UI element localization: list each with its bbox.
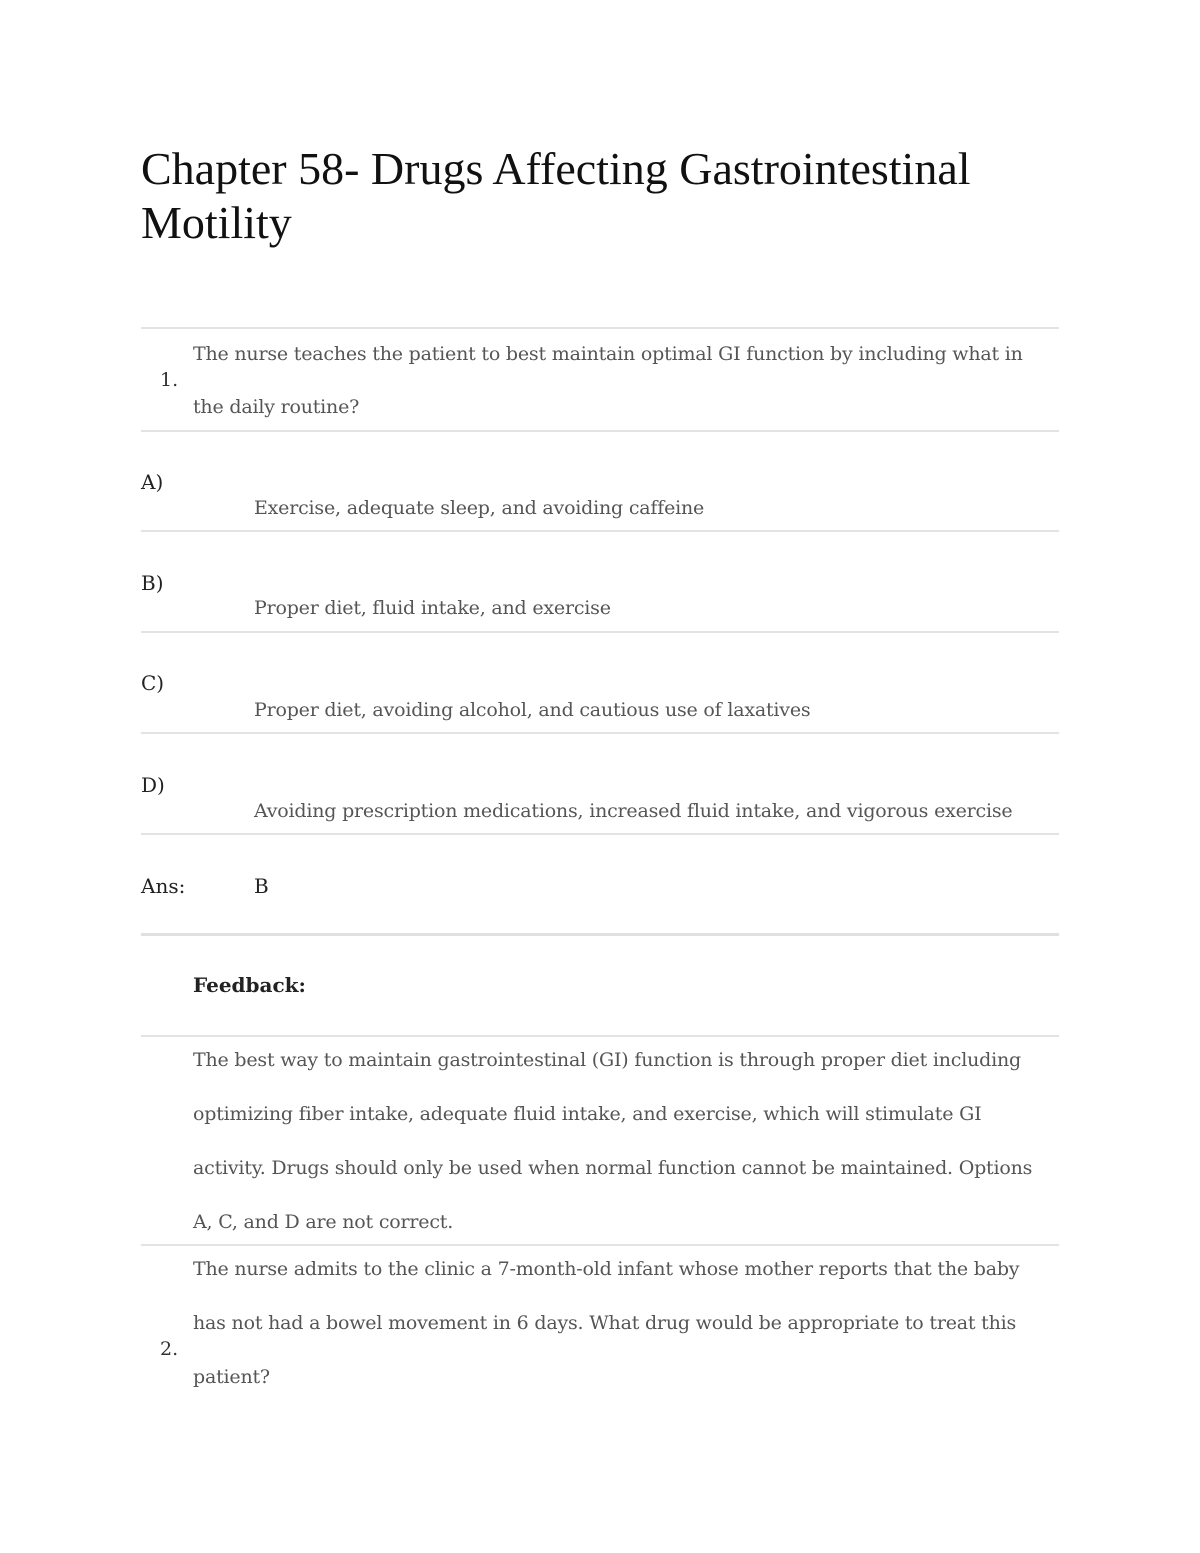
question-stem-line: The nurse admits to the clinic a 7-month-old infant whose mother reports that the baby bbox=[193, 1258, 1020, 1280]
question-number: 2. bbox=[160, 1338, 179, 1360]
feedback-line: optimizing fiber intake, adequate fluid intake, and exercise, which will stimulate GI bbox=[193, 1103, 982, 1125]
question-stem-line: the daily routine? bbox=[193, 396, 360, 418]
option-label: C) bbox=[141, 671, 165, 695]
divider bbox=[141, 732, 1059, 734]
answer-value: B bbox=[254, 874, 269, 898]
option-text: Proper diet, fluid intake, and exercise bbox=[254, 597, 611, 619]
divider bbox=[141, 530, 1059, 532]
feedback-heading: Feedback: bbox=[193, 973, 306, 997]
option-label: A) bbox=[141, 470, 164, 494]
answer-label: Ans: bbox=[141, 874, 186, 898]
divider bbox=[141, 833, 1059, 835]
option-label: D) bbox=[141, 773, 165, 797]
feedback-line: A, C, and D are not correct. bbox=[193, 1211, 454, 1233]
divider bbox=[141, 933, 1059, 936]
question-stem-line: has not had a bowel movement in 6 days. What drug would be appropriate to treat this bbox=[193, 1312, 1017, 1334]
option-text: Proper diet, avoiding alcohol, and cautious use of laxatives bbox=[254, 699, 811, 721]
feedback-line: The best way to maintain gastrointestinal (GI) function is through proper diet including bbox=[193, 1049, 1021, 1071]
page-title bbox=[141, 142, 1041, 250]
option-text: Exercise, adequate sleep, and avoiding caffeine bbox=[254, 497, 705, 519]
feedback-line: activity. Drugs should only be used when normal function cannot be maintained. Options bbox=[193, 1157, 1033, 1179]
question-number: 1. bbox=[160, 369, 179, 391]
option-text: Avoiding prescription medications, increased fluid intake, and vigorous exercise bbox=[254, 800, 1013, 822]
option-label: B) bbox=[141, 571, 164, 595]
divider bbox=[141, 631, 1059, 633]
question-stem-line: patient? bbox=[193, 1366, 270, 1388]
page-title-line-2: Motility bbox=[141, 197, 292, 248]
question-stem-line: The nurse teaches the patient to best maintain optimal GI function by including what in bbox=[193, 343, 1023, 365]
page-title-line-1: Chapter 58- Drugs Affecting Gastrointestinal bbox=[141, 143, 971, 194]
divider bbox=[141, 430, 1059, 432]
